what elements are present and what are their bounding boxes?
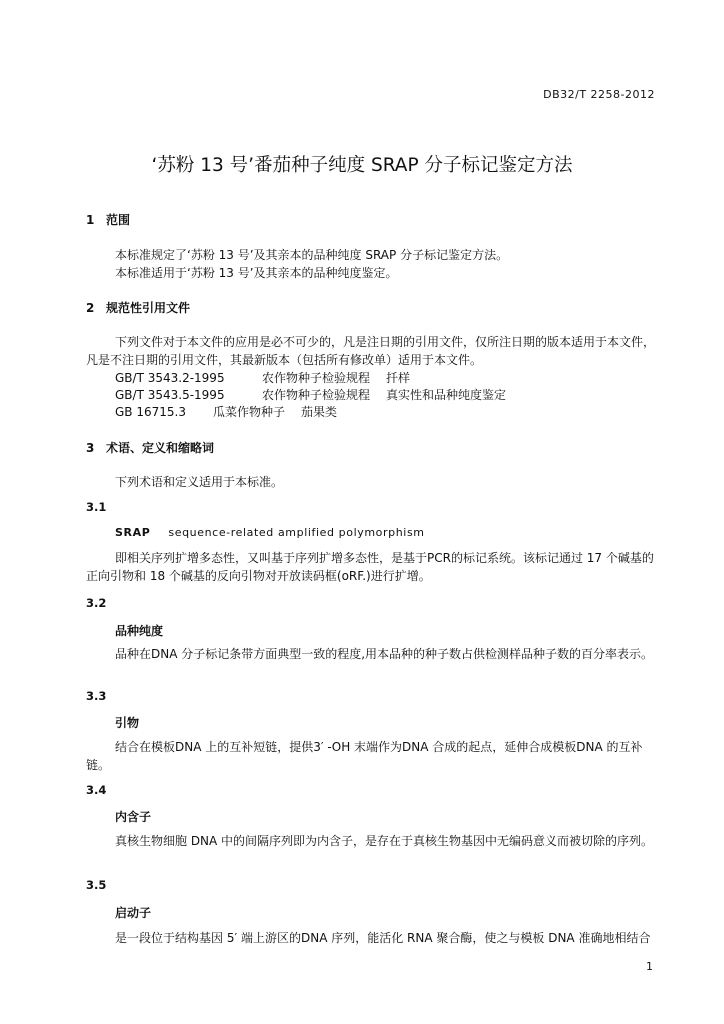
section-number: 3: [86, 441, 95, 455]
reference-code: GB/T 3543.5-1995: [115, 388, 225, 402]
subsection-number: 3.1: [86, 500, 107, 514]
reference-part: 真实性和品种纯度鉴定: [386, 388, 507, 402]
document-code: DB32/T 2258-2012: [543, 88, 655, 101]
reference-item: [115, 386, 506, 403]
term-name: 启动子: [115, 906, 152, 920]
section-title: 术语、定义和缩略词: [106, 441, 215, 455]
subsection-number: 3.2: [86, 596, 107, 610]
term-abbreviation: SRAP: [115, 526, 151, 539]
reference-code: GB/T 3543.2-1995: [115, 371, 225, 385]
section-number: 1: [86, 213, 95, 227]
reference-title: 农作物种子检验规程: [262, 388, 371, 402]
subsection-number: 3.4: [86, 783, 107, 797]
term-full-name: sequence-related amplified polymorphism: [168, 526, 425, 539]
reference-item: [115, 403, 337, 420]
term-definition: 结合在模板DNA 上的互补短链，提供3′ -OH 末端作为DNA 合成的起点，延伸合成模板DNA 的互补链。: [86, 740, 643, 772]
paragraph: 下列术语和定义适用于本标准。: [115, 475, 284, 489]
term-definition: 品种在DNA 分子标记条带方面典型一致的程度,用本品种的种子数占供检测样品种子数的百分率表示。: [115, 647, 654, 661]
term-english: [115, 526, 425, 539]
reference-part: 茄果类: [301, 405, 338, 419]
section-1-heading: [86, 211, 130, 228]
section-title: 规范性引用文件: [106, 301, 191, 315]
page-number: 1: [646, 960, 653, 973]
section-3-heading: [86, 439, 214, 456]
paragraph: 本标准适用于‘苏粉 13 号’及其亲本的品种纯度鉴定。: [115, 266, 398, 280]
section-number: 2: [86, 301, 95, 315]
paragraph: 下列文件对于本文件的应用是必不可少的，凡是注日期的引用文件，仅所注日期的版本适用于本文件，凡是不注日期的引用文件，其最新版本（包括所有修改单）适用于本文件。: [86, 335, 656, 367]
term-definition: 真核生物细胞 DNA 中的间隔序列即为内含子，是存在于真核生物基因中无编码意义而被切除的序列。: [115, 834, 654, 848]
reference-item: [115, 369, 410, 386]
subsection-number: 3.3: [86, 689, 107, 703]
term-definition: 即相关序列扩增多态性，又叫基于序列扩增多态性，是基于PCR的标记系统。该标记通过 17 个碱基的正向引物和 18 个碱基的反向引物对开放读码框(oRF.)进行扩增。: [86, 551, 654, 583]
section-title: 范围: [106, 213, 131, 227]
term-name: 引物: [115, 716, 140, 730]
subsection-number: 3.5: [86, 878, 107, 892]
document-title: ‘苏粉 13 号’番茄种子纯度 SRAP 分子标记鉴定方法: [151, 155, 573, 176]
reference-title: 瓜菜作物种子: [213, 405, 286, 419]
reference-title: 农作物种子检验规程: [262, 371, 371, 385]
reference-part: 扦样: [386, 371, 411, 385]
reference-code: GB 16715.3: [115, 405, 186, 419]
paragraph: 本标准规定了‘苏粉 13 号’及其亲本的品种纯度 SRAP 分子标记鉴定方法。: [115, 248, 509, 262]
term-name: 内含子: [115, 810, 152, 824]
term-name: 品种纯度: [115, 624, 164, 638]
term-definition: 是一段位于结构基因 5′ 端上游区的DNA 序列，能活化 RNA 聚合酶，使之与模板 DNA 准确地相结合: [115, 931, 651, 945]
section-2-heading: [86, 299, 190, 316]
